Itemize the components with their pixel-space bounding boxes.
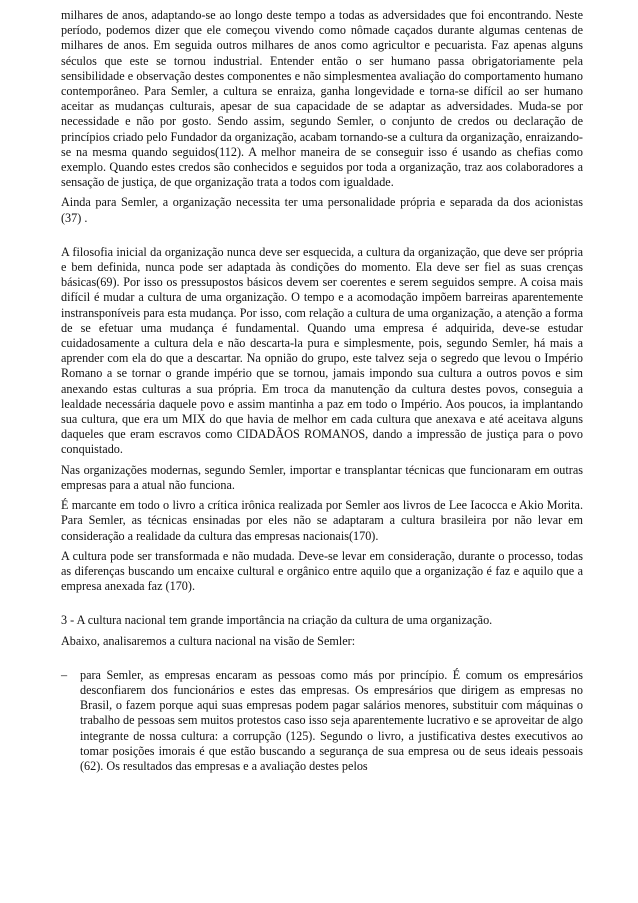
paragraph-8: Abaixo, analisaremos a cultura nacional na visão de Semler:	[61, 633, 356, 648]
section-heading: 3 - A cultura nacional tem grande importância na criação da cultura de uma organização.	[61, 613, 493, 628]
dash-bullet-icon: –	[61, 667, 68, 682]
paragraph-1: milhares de anos, adaptando-se ao longo deste tempo a todas as adversidades que foi encontrando. Neste período, podemos dizer que ele começou vivendo como nômade caçados durante algumas centenas de milhares de anos. Em seguida outros milhares de anos como agricultor e pecuarista. Faz apenas alguns séculos que este se tornou industrial. Entender então o ser humano passa obrigatoriamente pela sensibilidade e observação destes componentes e não simplesmentea avaliação do comportamento humano contemporâneo. Para Semler, a cultura se enraiza, ganha longevidade e torna-se difícil ao ser humano aceitar as mudanças culturais, apesar de sua capacidade de se adaptar as adversidades. Muda-se por necessidade e não por gosto. Sendo assim, segundo Semler, o conjunto de credos ou declaração de princípios criado pelo Fundador da organização, acabam tornando-se a cultura da organização, enraizando-se na mesma quando seguidos(112). A melhor maneira de se conseguir isso é usando as chefias como exemplo. Quando estes credos são conhecidos e seguidos por toda a organização, traz aos colaboradores a sensação de justiça, de que organização trata a todos com igualdade.	[61, 8, 583, 190]
paragraph-6: A cultura pode ser transformada e não mudada. Deve-se levar em consideração, durante o processo, todas as diferenças buscando um encaixe cultural e orgânico entre aquilo que a organização é faz e aquilo que a empresa anexada faz (170).	[61, 548, 583, 594]
paragraph-4: Nas organizações modernas, segundo Semler, importar e transplantar técnicas que funcionaram em outras empresas para a atual não funciona.	[61, 462, 583, 492]
paragraph-gap	[61, 231, 583, 245]
paragraph-3: A filosofia inicial da organização nunca deve ser esquecida, a cultura da organização, que deve ser própria e bem definida, nunca pode ser adaptada às condições do momento. Ela deve ser fiel as suas crenças básicas(69). Por isso os pressupostos básicos devem ser coerentes e serem seguidos sempre. A coisa mais difícil é mudar a cultura de uma organização. O tempo e a acomodação impõem barreiras aparentemente instransponíveis para esta mudança. Por isso, com relação a cultura de uma organização, a atenção a forma de se efetuar uma mudança é fundamental. Quando uma empresa é adquirida, deve-se estudar cuidadosamente a cultura dela e não descarta-la pura e simplesmente, pois, segundo Semler, há mais a aprender com ela do que a descartar. Na opnião do grupo, este talvez seja o segredo que levou o Império Romano a se tornar o grande império que se tornou, jamais impondo sua cultura a outros povos e sim anexando estas culturas a sua própria. Em troca da manutenção da cultura destes povos, conseguia a lealdade necessária daquele povo e assim mantinha a paz em todo o Império. Aos poucos, ia implantando sua cultura, que era um MIX do que havia de melhor em cada cultura que anexava e até aceitava alguns daqueles que eram escravos como CIDADÃOS ROMANOS, dando a impressão de justiça para o povo conquistado.	[61, 244, 583, 457]
paragraph-gap	[61, 654, 583, 668]
paragraph-gap	[61, 599, 583, 613]
paragraph-2: Ainda para Semler, a organização necessita ter uma personalidade própria e separada da dos acionistas (37) .	[61, 195, 583, 225]
list-item-text: para Semler, as empresas encaram as pessoas como más por princípio. É comum os empresários desconfiarem dos funcionários e estes das empresas. Os empresários que dirigem as empresas no Brasil, o fazem porque aqui suas empresas podem pagar salários menores, substituir com máquinas o trabalho de pessoas sem muitos protestos caso isso seja aparentemente lucrativo e se aproveitar de algo integrante de nossa cultura: a corrupção (125). Segundo o livro, a justificativa destes executivos ao tomar posições imorais é que estão buscando a segurança de sua empresa ou de seus ideais pessoais (62). Os resultados das empresas e a avaliação destes pelos	[80, 667, 583, 773]
paragraph-5: É marcante em todo o livro a crítica irônica realizada por Semler aos livros de Lee Iacocca e Akio Morita. Para Semler, as técnicas ensinadas por eles não se adaptaram a cultura brasileira por não levar em consideração a realidade da cultura das empresas nacionais(170).	[61, 498, 583, 543]
bullet-list	[61, 668, 583, 774]
list-item	[61, 668, 583, 774]
